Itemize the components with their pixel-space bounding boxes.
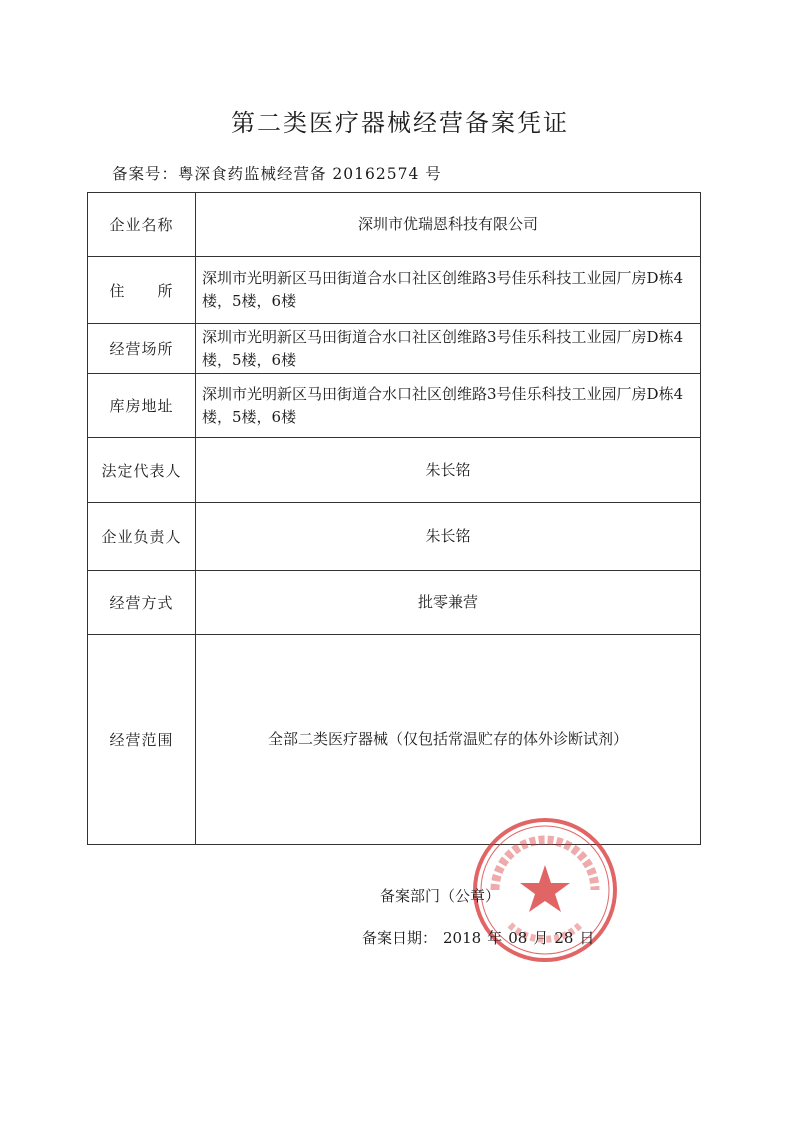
value-person-in-charge: 朱长铭 [196, 503, 701, 571]
value-warehouse-address: 深圳市光明新区马田街道合水口社区创维路3号佳乐科技工业园厂房D栋4楼，5楼，6楼 [196, 374, 701, 438]
table-row [88, 193, 701, 257]
table-row [88, 503, 701, 571]
filing-date [362, 927, 600, 948]
label-business-premises: 经营场所 [88, 324, 196, 374]
value-business-scope: 全部二类医疗器械（仅包括常温贮存的体外诊断试剂） [196, 635, 701, 845]
filing-day-unit: 日 [579, 929, 595, 947]
value-business-premises: 深圳市光明新区马田街道合水口社区创维路3号佳乐科技工业园厂房D栋4楼，5楼，6楼 [196, 324, 701, 374]
table-row [88, 635, 701, 845]
label-legal-representative: 法定代表人 [88, 438, 196, 503]
table-row [88, 374, 701, 438]
seal-star [520, 865, 570, 912]
label-residence: 住 所 [88, 257, 196, 324]
label-business-scope: 经营范围 [88, 635, 196, 845]
value-company-name: 深圳市优瑞恩科技有限公司 [196, 193, 701, 257]
filing-day: 28 [554, 929, 574, 947]
table-row [88, 571, 701, 635]
filing-date-label: 备案日期： [362, 929, 438, 947]
certificate-table [87, 192, 701, 845]
value-business-mode: 批零兼营 [196, 571, 701, 635]
document-title: 第二类医疗器械经营备案凭证 [231, 109, 569, 137]
filing-year: 2018 [443, 929, 482, 947]
filing-month-unit: 月 [533, 929, 549, 947]
table-row [88, 438, 701, 503]
table-row [88, 257, 701, 324]
value-legal-representative: 朱长铭 [196, 438, 701, 503]
label-warehouse-address: 库房地址 [88, 374, 196, 438]
label-person-in-charge: 企业负责人 [88, 503, 196, 571]
filing-department: 备案部门（公章） [380, 887, 501, 905]
record-number: 备案号：粤深食药监械经营备 20162574 号 [112, 165, 442, 183]
value-residence: 深圳市光明新区马田街道合水口社区创维路3号佳乐科技工业园厂房D栋4楼，5楼，6楼 [196, 257, 701, 324]
filing-month: 08 [508, 929, 528, 947]
table-row [88, 324, 701, 374]
filing-year-unit: 年 [487, 929, 503, 947]
label-company-name: 企业名称 [88, 193, 196, 257]
label-business-mode: 经营方式 [88, 571, 196, 635]
